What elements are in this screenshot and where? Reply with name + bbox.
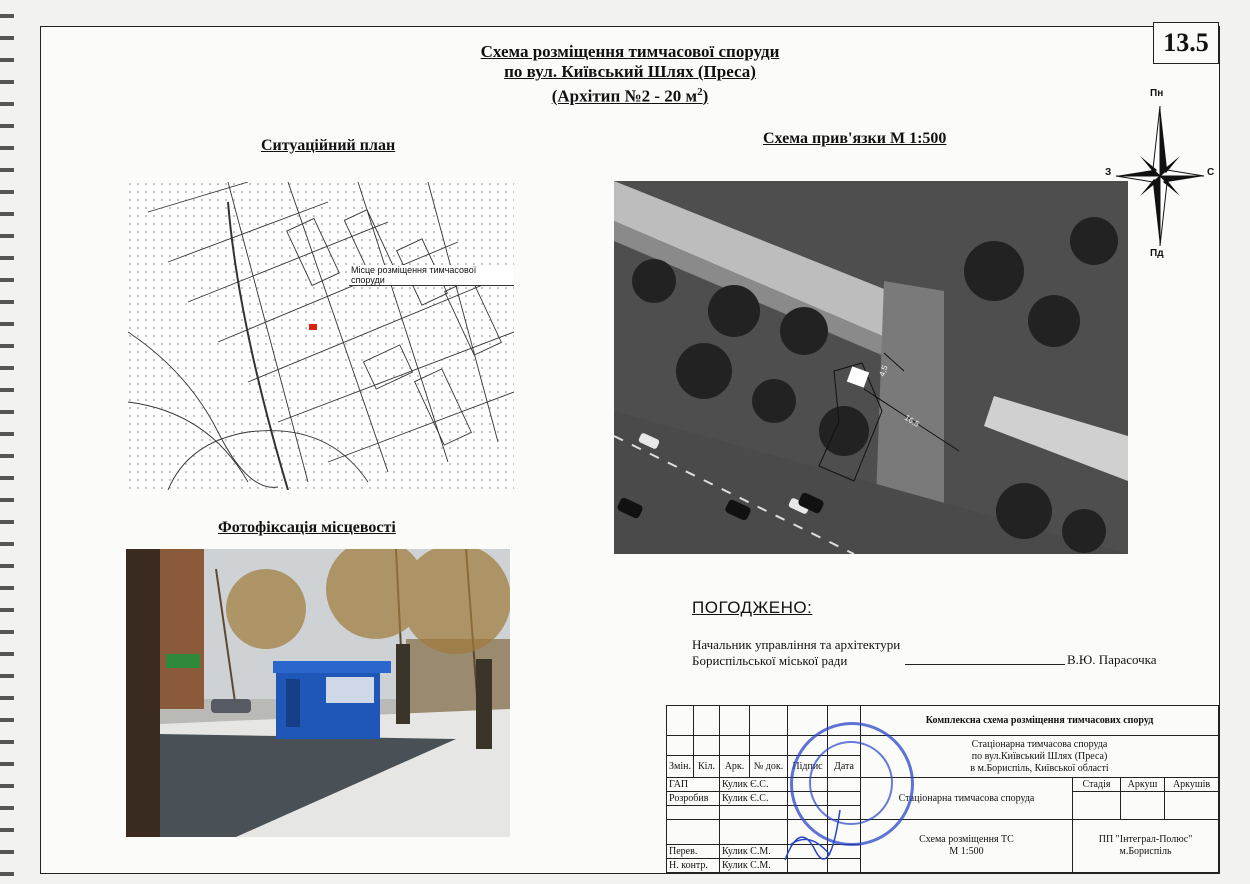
title-block xyxy=(666,705,1218,872)
spiral-binding xyxy=(0,0,14,884)
name-norm-control: Кулик С.М. xyxy=(720,859,788,873)
sheet-number: 13.5 xyxy=(1153,22,1219,64)
header-sheet: Арк. xyxy=(720,756,750,778)
approver-name: В.Ю. Парасочка xyxy=(1067,652,1157,667)
approval-position: Начальник управління та архітектури Бориспільської міської ради xyxy=(692,637,901,668)
compass-rose xyxy=(1100,88,1220,258)
placement-label: Місце розміщення тимчасової споруди xyxy=(349,265,514,286)
title-line-2: по вул. Київський Шлях (Преса) xyxy=(504,62,756,81)
role-norm-control: Н. контр. xyxy=(667,859,720,873)
header-doc: № док. xyxy=(750,756,788,778)
project-title: Комплексна схема розміщення тимчасових споруд xyxy=(861,706,1219,736)
header-change: Змін. xyxy=(667,756,694,778)
name-gap: Кулик Є.С. xyxy=(720,778,788,792)
header-page: Аркуш xyxy=(1121,778,1165,792)
approval-heading: ПОГОДЖЕНО: xyxy=(692,598,813,617)
name-developer: Кулик Є.С. xyxy=(720,792,788,806)
binding-scheme-heading: Схема прив'язки М 1:500 xyxy=(763,130,947,147)
title-line-3: (Архітип №2 - 20 $м^2$) xyxy=(551,86,709,106)
title-line-1: Схема розміщення тимчасової споруди xyxy=(480,42,780,61)
header-stage: Стадія xyxy=(1073,778,1121,792)
object-name: Стаціонарна тимчасова споруда xyxy=(861,778,1073,820)
header-signature: Підпис xyxy=(788,756,828,778)
signature-line xyxy=(905,664,1065,665)
dimension-4-5: 4,5 xyxy=(877,364,890,378)
role-developer: Розробив xyxy=(667,792,720,806)
role-checker: Перев. xyxy=(667,845,720,859)
situational-plan-map xyxy=(128,182,514,490)
header-qty: Кіл. xyxy=(694,756,720,778)
company: ПП "Інтеграл-Полюс" м.Бориспіль xyxy=(1073,820,1219,873)
compass-south: Пд xyxy=(1150,248,1164,259)
header-pages: Аркушів xyxy=(1165,778,1219,792)
dimension-16-5: 16,5 xyxy=(902,413,921,429)
role-gap: ГАП xyxy=(667,778,720,792)
header-date: Дата xyxy=(828,756,861,778)
drawing-title: Схема розміщення ТС М 1:500 xyxy=(861,820,1073,873)
object-description: Стаціонарна тимчасова споруда по вул.Київський Шлях (Преса) в м.Бориспіль, Київської області xyxy=(861,736,1219,778)
compass-west: З xyxy=(1105,167,1112,178)
signature-scribble xyxy=(780,800,850,870)
blue-kiosk xyxy=(273,661,391,739)
site-photo xyxy=(126,549,510,837)
compass-east: С xyxy=(1207,167,1215,178)
name-checker: Кулик С.М. xyxy=(720,845,788,859)
page-title xyxy=(380,42,880,107)
photo-fixation-heading: Фотофіксація місцевості xyxy=(218,519,396,536)
compass-north: Пн xyxy=(1150,88,1164,99)
situational-plan-heading: Ситуаційний план xyxy=(261,137,396,154)
aerial-binding-scheme xyxy=(614,181,1128,554)
